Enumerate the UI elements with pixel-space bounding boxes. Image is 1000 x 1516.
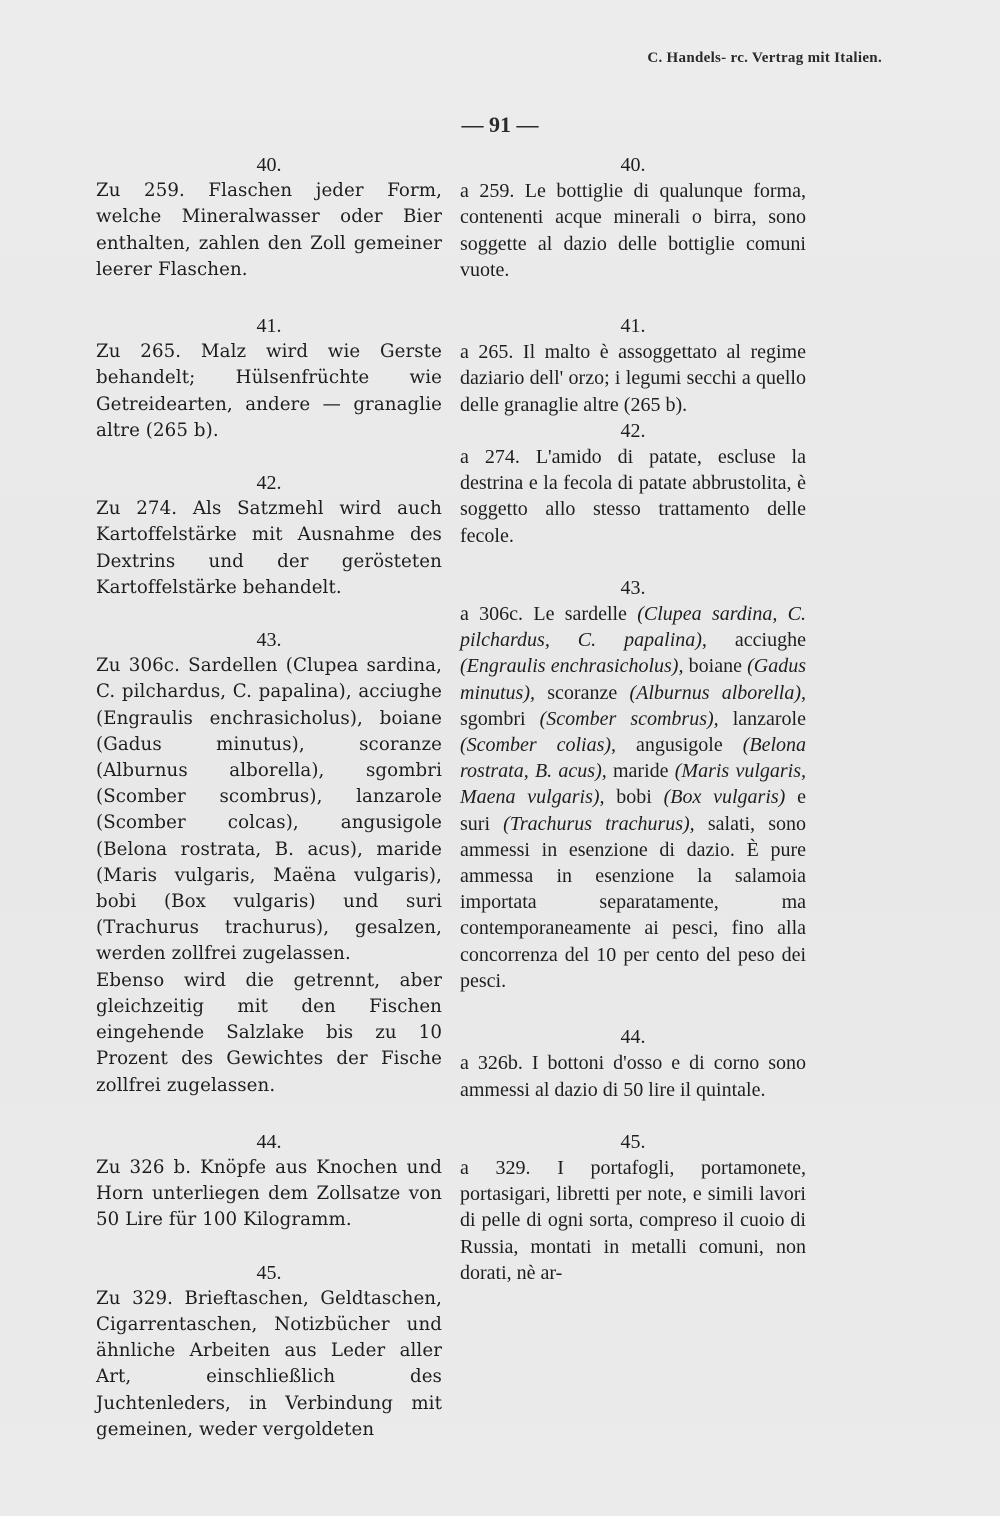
- text-run: angusigole: [616, 734, 743, 757]
- species-name: (Box vulgaris): [663, 786, 786, 809]
- text-run: salati, sono ammessi in esenzione di dazio. È pure ammessa in esenzione la salamoia importata separatamente, ma contemporaneamente ai pesci, fino alla concorrenza del 10 per cento del peso dei pesci.: [460, 812, 806, 992]
- article-text: Zu 274. Als Satzmehl wird auch Kartoffelstärke mit Ausnahme des Dextrins und der gerösteten Kartoffelstärke behandelt.: [96, 498, 442, 598]
- text-run: bobi: [604, 786, 664, 809]
- italian-column: [460, 152, 806, 1286]
- article-text: Zu 329. Brieftaschen, Geldtaschen, Cigarrentaschen, Notizbücher und ähnliche Arbeiten aus Leder aller Art, einschließlich des Juchtenleders, in Verbindung mit gemeinen, weder vergoldeten: [96, 1287, 442, 1440]
- article-number: 40.: [620, 154, 646, 176]
- article-text-continued: Ebenso wird die getrennt, aber gleichzeitig mit den Fischen eingehende Salzlake bis zu 10 Prozent des Gewichtes der Fische zollfrei zugelassen.: [96, 969, 442, 1096]
- text-run: a 306c. Le sardelle: [460, 603, 638, 626]
- article-text: Zu 326 b. Knöpfe aus Knochen und Horn unterliegen dem Zollsatze von 50 Lire für 100 Kilogramm.: [96, 1156, 442, 1231]
- species-name: (Gadus minutus),: [460, 655, 807, 704]
- species-name: (Scomber scombrus),: [539, 707, 719, 730]
- text-run: e suri: [460, 786, 806, 835]
- article-text: Zu 306c. Sardellen (Clupea sardina, C. pilchardus, C. papalina), acciughe (Engraulis enchrasicholus), boiane (Gadus minutus), scoranze (Alburnus alborella), sgombri (Scomber scombrus), lanzarole (Scomber colcas), angusigole (Belona rostrata, B. acus), maride (Maris vulgaris, Maëna vulgaris), bobi (Box vulgaris) und suri (Trachurus trachurus), gesalzen, werden zollfrei zugelassen.: [96, 655, 442, 965]
- text-run: acciughe: [706, 629, 806, 652]
- article-number: 45.: [256, 1261, 282, 1284]
- article-text: a 326b. I bottoni d'osso e di corno sono ammessi al dazio di 50 lire il quintale.: [460, 1052, 806, 1101]
- text-run: scoranze: [535, 681, 630, 704]
- article-number: 44.: [620, 1026, 646, 1049]
- article-number: 43.: [256, 629, 282, 652]
- article-number: 43.: [620, 576, 646, 599]
- text-run: lanzarole: [718, 707, 806, 730]
- article-number: 40.: [256, 154, 282, 176]
- article-number: 42.: [620, 419, 646, 442]
- german-column: [96, 152, 442, 1443]
- text-run: boiane: [683, 655, 748, 678]
- article-text: a 259. Le bottiglie di qualunque forma, contenenti acque minerali o birra, sono soggette al dazio delle bottiglie comuni vuote.: [460, 180, 806, 281]
- article-text: a 329. I portafogli, portamonete, portasigari, libretti per note, e simili lavori di pelle di ogni sorta, compreso il cuoio di Russia, montati in metalli comuni, non dorati, nè ar-: [460, 1156, 806, 1284]
- article-number: 41.: [620, 315, 646, 338]
- article-text: a 265. Il malto è assoggettato al regime daziario dell' orzo; i legumi secchi a quello delle granaglie altre (265 b).: [460, 341, 806, 416]
- page-number: — 91 —: [461, 112, 539, 137]
- running-head: C. Handels- rc. Vertrag mit Italien.: [647, 50, 882, 66]
- species-name: (Scomber colias),: [460, 734, 617, 757]
- text-run: sgombri: [460, 707, 540, 730]
- species-name: (Clupea sardina, C. pilchardus, C. papalina),: [460, 603, 806, 652]
- species-name: (Maris vulgaris, Maena vulgaris),: [460, 760, 807, 809]
- article-number: 45.: [620, 1130, 646, 1153]
- article-text: Zu 259. Flaschen jeder Form, welche Mineralwasser oder Bier enthalten, zahlen den Zoll gemeiner leerer Flaschen.: [96, 180, 442, 280]
- article-number: 44.: [256, 1130, 282, 1153]
- article-text: Zu 265. Malz wird wie Gerste behandelt; Hülsenfrüchte wie Getreidearten, andere — granaglie altre (265 b).: [96, 341, 442, 441]
- species-name: (Engraulis enchrasicholus),: [460, 655, 684, 678]
- species-name: (Belona rostrata, B. acus),: [460, 734, 806, 783]
- article-number: 41.: [256, 315, 282, 338]
- article-text: [460, 601, 806, 994]
- article-text: a 274. L'amido di patate, escluse la destrina e la fecola di patate abbrustolita, è soggetto allo stesso trattamento delle fecole.: [460, 446, 806, 547]
- species-name: (Trachurus trachurus),: [503, 812, 695, 835]
- text-run: maride: [606, 760, 675, 783]
- article-number: 42.: [256, 472, 282, 495]
- species-name: (Alburnus alborella),: [629, 681, 806, 704]
